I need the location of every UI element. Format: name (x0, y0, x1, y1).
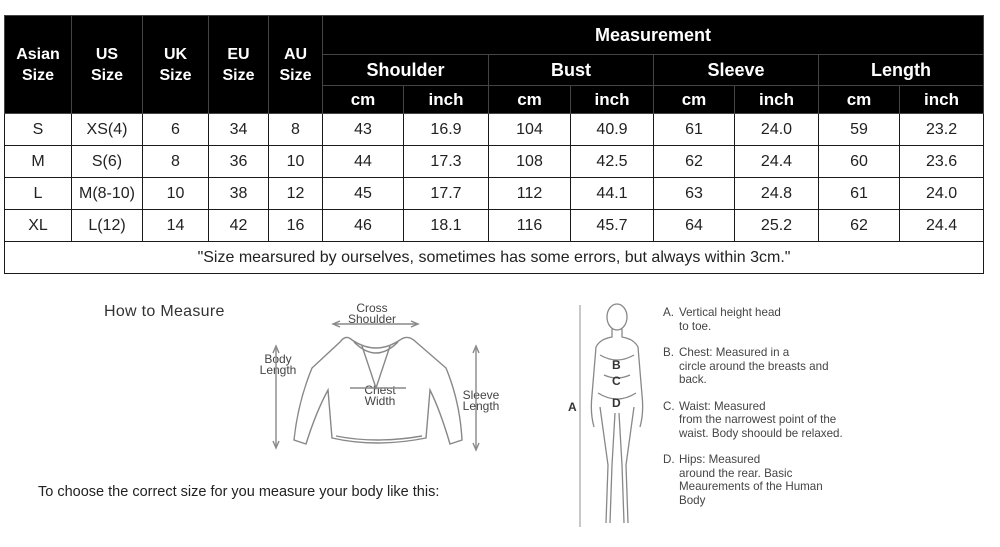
unit-header: cm (489, 86, 571, 114)
header-shoulder: Shoulder (323, 55, 489, 86)
how-to-measure-title: How to Measure (104, 303, 225, 320)
table-cell: 45.7 (571, 210, 654, 242)
table-cell: 46 (323, 210, 404, 242)
table-cell: 23.6 (900, 146, 984, 178)
body-letter-b: B (612, 358, 621, 372)
table-cell: 59 (819, 114, 900, 146)
table-cell: 40.9 (571, 114, 654, 146)
table-cell: 10 (269, 146, 323, 178)
note-b: B. Chest: Measured in a circle around the breasts and back. (663, 346, 829, 386)
table-row (5, 178, 984, 210)
unit-header: inch (571, 86, 654, 114)
table-cell: XL (5, 210, 72, 242)
size-chart-table (4, 15, 984, 274)
unit-header: inch (404, 86, 489, 114)
table-cell: 104 (489, 114, 571, 146)
table-cell: 18.1 (404, 210, 489, 242)
choose-size-instruction: To choose the correct size for you measure your body like this: (38, 484, 440, 500)
unit-header: inch (900, 86, 984, 114)
table-cell: 38 (209, 178, 269, 210)
note-c: C. Waist: Measured from the narrowest point of the waist. Body shoould be relaxed. (663, 399, 843, 440)
header-length: Length (819, 55, 984, 86)
table-cell: L (5, 178, 72, 210)
table-cell: 24.0 (900, 178, 984, 210)
table-cell: 116 (489, 210, 571, 242)
table-cell: 36 (209, 146, 269, 178)
header-eu-size: EU Size (209, 16, 269, 114)
table-cell: 16.9 (404, 114, 489, 146)
table-cell: 44.1 (571, 178, 654, 210)
sleeve-length-label: Sleeve Length (462, 388, 500, 413)
table-cell: 62 (654, 146, 735, 178)
table-cell: 25.2 (735, 210, 819, 242)
unit-header: inch (735, 86, 819, 114)
table-row (5, 114, 984, 146)
table-cell: 34 (209, 114, 269, 146)
table-cell: 61 (654, 114, 735, 146)
table-cell: 8 (143, 146, 209, 178)
header-bust: Bust (489, 55, 654, 86)
note-a: A. Vertical height head to toe. (663, 306, 781, 333)
table-cell: 17.7 (404, 178, 489, 210)
header-us-size: US Size (72, 16, 143, 114)
header-sleeve: Sleeve (654, 55, 819, 86)
table-cell: 108 (489, 146, 571, 178)
table-cell: 61 (819, 178, 900, 210)
header-asian-size: Asian Size (5, 16, 72, 114)
table-cell: 6 (143, 114, 209, 146)
measurement-note: "Size mearsured by ourselves, sometimes has some errors, but always within 3cm." (5, 242, 984, 274)
table-cell: S(6) (72, 146, 143, 178)
table-cell: 42.5 (571, 146, 654, 178)
table-cell: 23.2 (900, 114, 984, 146)
header-uk-size: UK Size (143, 16, 209, 114)
unit-header: cm (654, 86, 735, 114)
body-letter-d: D (612, 396, 621, 410)
header-au-size: AU Size (269, 16, 323, 114)
table-cell: 64 (654, 210, 735, 242)
unit-header: cm (819, 86, 900, 114)
table-row (5, 146, 984, 178)
table-cell: M (5, 146, 72, 178)
unit-header: cm (323, 86, 404, 114)
body-length-label: Body Length (259, 352, 297, 377)
body-measurement-diagram (560, 295, 660, 535)
table-cell: 24.4 (900, 210, 984, 242)
table-cell: 42 (209, 210, 269, 242)
chest-width-label: Chest Width (364, 383, 396, 408)
table-cell: 17.3 (404, 146, 489, 178)
table-cell: 24.8 (735, 178, 819, 210)
table-cell: 112 (489, 178, 571, 210)
body-measurement-notes (663, 306, 843, 520)
table-cell: XS(4) (72, 114, 143, 146)
table-cell: 12 (269, 178, 323, 210)
table-cell: 24.4 (735, 146, 819, 178)
header-measurement: Measurement (323, 16, 984, 55)
jacket-diagram (240, 298, 490, 478)
table-cell: 63 (654, 178, 735, 210)
table-cell: 43 (323, 114, 404, 146)
table-cell: 10 (143, 178, 209, 210)
body-letter-c: C (612, 374, 621, 388)
cross-shoulder-label: Cross Shoulder (347, 301, 397, 326)
table-cell: 8 (269, 114, 323, 146)
note-d: D. Hips: Measured around the rear. Basic Meaurements of the Human Body (663, 453, 823, 507)
table-row (5, 210, 984, 242)
table-cell: 14 (143, 210, 209, 242)
table-cell: L(12) (72, 210, 143, 242)
table-cell: S (5, 114, 72, 146)
table-cell: 44 (323, 146, 404, 178)
table-cell: 45 (323, 178, 404, 210)
body-letter-a: A (568, 400, 577, 414)
table-cell: 24.0 (735, 114, 819, 146)
table-cell: 16 (269, 210, 323, 242)
table-cell: 60 (819, 146, 900, 178)
table-cell: 62 (819, 210, 900, 242)
table-cell: M(8-10) (72, 178, 143, 210)
